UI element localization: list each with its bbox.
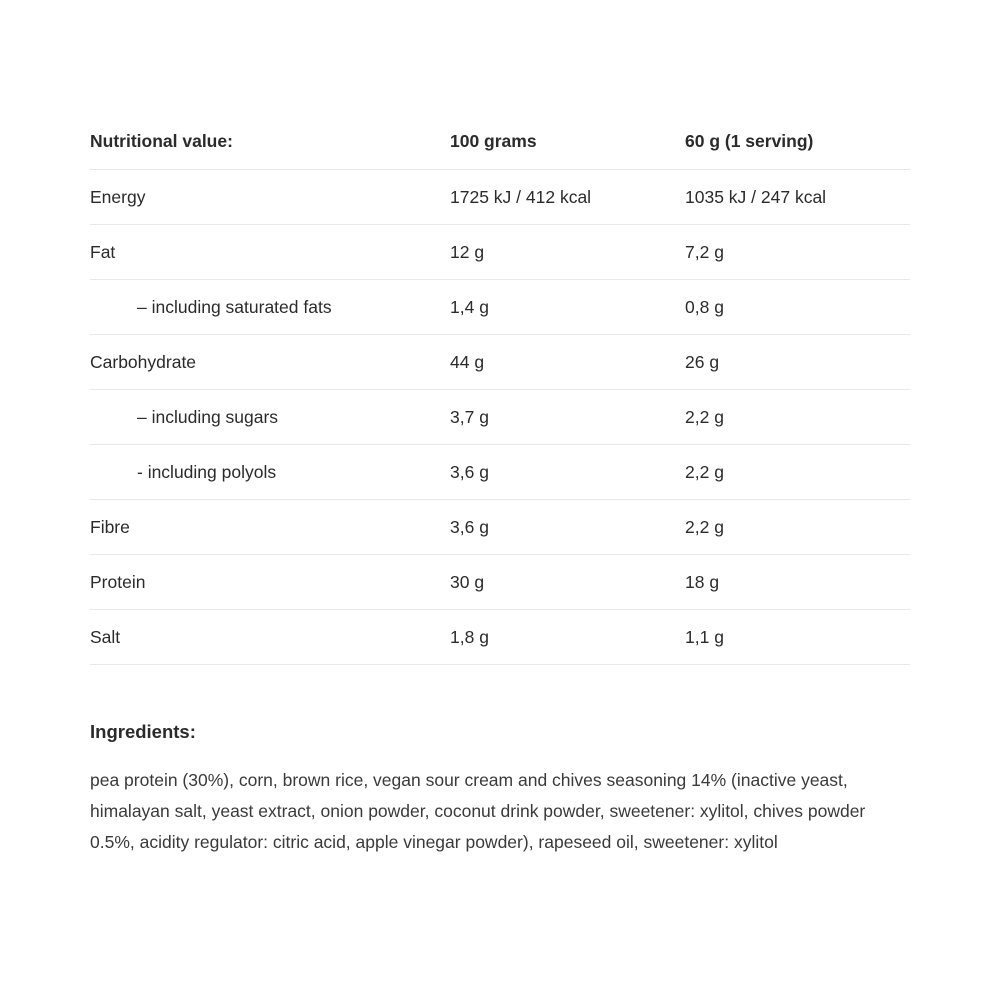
table-row (90, 445, 910, 500)
column-header-serving: 60 g (1 serving) (685, 130, 910, 170)
row-value-serving: 1035 kJ / 247 kcal (685, 170, 910, 225)
row-value-100g: 1725 kJ / 412 kcal (450, 170, 685, 225)
row-label: Energy (90, 170, 450, 225)
row-value-100g: 1,4 g (450, 280, 685, 335)
row-value-serving: 0,8 g (685, 280, 910, 335)
row-value-100g: 1,8 g (450, 610, 685, 665)
table-row (90, 170, 910, 225)
row-value-serving: 7,2 g (685, 225, 910, 280)
table-row (90, 390, 910, 445)
row-label: Fat (90, 225, 450, 280)
row-value-serving: 2,2 g (685, 390, 910, 445)
table-row (90, 280, 910, 335)
table-row (90, 500, 910, 555)
table-row (90, 610, 910, 665)
row-value-serving: 2,2 g (685, 500, 910, 555)
row-label: – including saturated fats (90, 280, 450, 335)
table-body (90, 170, 910, 665)
row-value-100g: 12 g (450, 225, 685, 280)
row-value-100g: 3,6 g (450, 445, 685, 500)
table-header (90, 130, 910, 170)
table-row (90, 225, 910, 280)
row-label: Salt (90, 610, 450, 665)
row-label: - including polyols (90, 445, 450, 500)
row-value-serving: 18 g (685, 555, 910, 610)
row-value-100g: 3,6 g (450, 500, 685, 555)
table-row (90, 555, 910, 610)
nutrition-table (90, 130, 910, 665)
row-value-serving: 1,1 g (685, 610, 910, 665)
row-value-100g: 3,7 g (450, 390, 685, 445)
row-value-serving: 26 g (685, 335, 910, 390)
row-value-100g: 44 g (450, 335, 685, 390)
table-row (90, 335, 910, 390)
row-label: Protein (90, 555, 450, 610)
row-label: Carbohydrate (90, 335, 450, 390)
row-value-100g: 30 g (450, 555, 685, 610)
ingredients-title: Ingredients: (90, 721, 196, 742)
row-label: Fibre (90, 500, 450, 555)
row-label: – including sugars (90, 390, 450, 445)
column-header-nutritional-value: Nutritional value: (90, 130, 450, 170)
row-value-serving: 2,2 g (685, 445, 910, 500)
ingredients-section (90, 721, 890, 858)
table-header-row (90, 130, 910, 170)
ingredients-text: pea protein (30%), corn, brown rice, vegan sour cream and chives seasoning 14% (inactive yeast, himalayan salt, yeast extract, onion powder, coconut drink powder, sweetener: xylitol, chives powder 0.5%, acidity regulator: citric acid, apple vinegar powder), rapeseed oil, sweetener: xylitol (90, 770, 866, 852)
column-header-100-grams: 100 grams (450, 130, 685, 170)
